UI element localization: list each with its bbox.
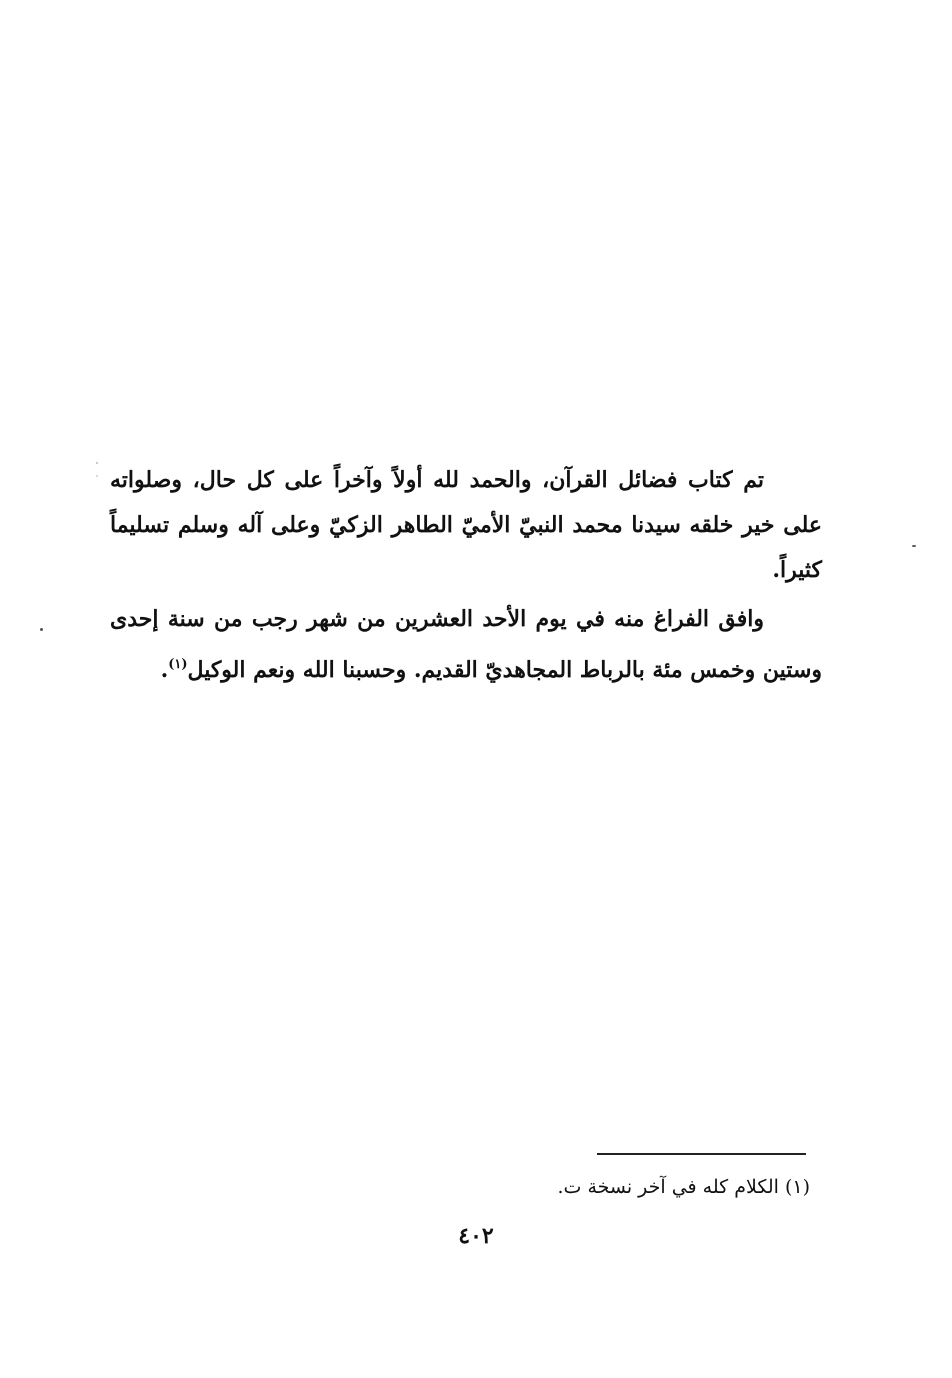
closing-paragraph-text: تم كتاب فضائل القرآن، والحمد لله أولاً وآخراً على كل حال، وصلواته على خير خلقه سيدنا محمد النبيّ الأميّ الطاهر الزكيّ وعلى آله وسلم تسليماً كثيراً. [110,467,822,583]
colophon-paragraph-text: وافق الفراغ منه في يوم الأحد العشرين من شهر رجب من سنة إحدى وستين وخمس مئة بالرباط المجاهديّ القديم. وحسبنا الله ونعم الوكيل [110,606,822,683]
footnote-marker: (١) [168,657,188,672]
closing-paragraph [110,458,822,593]
scan-speck [912,545,916,547]
main-text-block [110,458,822,693]
scan-speck [40,628,43,631]
colophon-paragraph-end: . [160,657,169,683]
footnote-separator [597,1153,806,1155]
colophon-paragraph [110,597,822,693]
scan-speck [96,462,98,464]
footnote [420,1170,810,1204]
footnote-text: (١) الكلام كله في آخر نسخة ت. [557,1176,810,1198]
scan-speck [96,475,98,477]
page-number: ٤٠٢ [458,1223,494,1249]
